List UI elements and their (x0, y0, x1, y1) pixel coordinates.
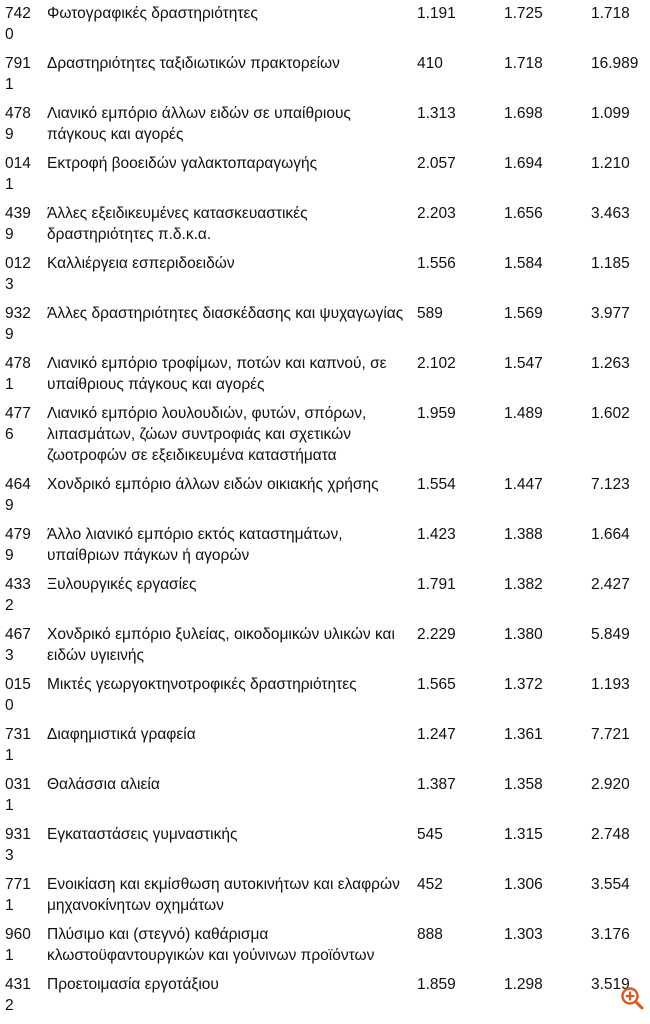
value-col-3: 1.210 (591, 155, 630, 172)
activity-code-part: 9 (5, 547, 14, 564)
value-col-2: 1.547 (504, 355, 543, 372)
value-col-3: 3.519 (591, 976, 630, 993)
activity-code-part: 478 (5, 105, 31, 122)
table-row (0, 153, 650, 203)
value-col-2: 1.382 (504, 576, 543, 593)
activity-code (0, 253, 47, 295)
activity-code-part: 464 (5, 476, 31, 493)
zoom-in-icon (619, 985, 645, 1011)
value-col-3: 2.920 (591, 776, 630, 793)
activity-code (0, 824, 47, 866)
activity-code (0, 524, 47, 566)
table-row (0, 203, 650, 253)
activity-code-part: 9 (5, 126, 14, 143)
activity-code (0, 303, 47, 345)
activity-code-part: 932 (5, 305, 31, 322)
value-col-2: 1.698 (504, 105, 543, 122)
activity-code-part: 1 (5, 947, 14, 964)
activity-description: Άλλο λιανικό εμπόριο εκτός καταστημάτων, υπαίθριων πάγκων ή αγορών (47, 526, 343, 564)
table-row (0, 253, 650, 303)
value-col-3: 7.721 (591, 726, 630, 743)
table-row (0, 574, 650, 624)
activity-code (0, 353, 47, 395)
value-col-3: 3.554 (591, 876, 630, 893)
value-col-3: 3.463 (591, 205, 630, 222)
table-row (0, 974, 650, 1024)
table-row (0, 403, 650, 474)
value-col-3: 1.099 (591, 105, 630, 122)
activity-code (0, 924, 47, 966)
value-col-2: 1.315 (504, 826, 543, 843)
activity-description: Φωτογραφικές δραστηριότητες (47, 5, 258, 22)
value-col-2: 1.388 (504, 526, 543, 543)
value-col-2: 1.358 (504, 776, 543, 793)
activity-code-part: 1 (5, 76, 14, 93)
value-col-1: 1.247 (417, 726, 456, 743)
table-row (0, 303, 650, 353)
value-col-3: 1.193 (591, 676, 630, 693)
activity-code-part: 0 (5, 26, 14, 43)
table-row (0, 524, 650, 574)
activity-code (0, 724, 47, 766)
activity-description: Χονδρικό εμπόριο ξυλείας, οικοδομικών υλικών και ειδών υγιεινής (47, 626, 395, 664)
activity-description: Χονδρικό εμπόριο άλλων ειδών οικιακής χρήσης (47, 476, 379, 493)
activity-description: Καλλιέργεια εσπεριδοειδών (47, 255, 235, 272)
activity-code (0, 474, 47, 516)
zoom-in-button[interactable] (619, 985, 645, 1011)
activity-code-part: 1 (5, 176, 14, 193)
activity-description: Εγκαταστάσεις γυμναστικής (47, 826, 238, 843)
value-col-3: 1.718 (591, 5, 630, 22)
activity-code-part: 2 (5, 997, 14, 1014)
value-col-1: 2.229 (417, 626, 456, 643)
activity-description: Εκτροφή βοοειδών γαλακτοπαραγωγής (47, 155, 318, 172)
activity-code (0, 403, 47, 445)
table-row (0, 924, 650, 974)
value-col-3: 1.602 (591, 405, 630, 422)
value-col-2: 1.718 (504, 55, 543, 72)
activity-code-part: 1 (5, 376, 14, 393)
value-col-1: 1.565 (417, 676, 456, 693)
activity-description: Λιανικό εμπόριο τροφίμων, ποτών και καπνού, σε υπαίθριους πάγκους και αγορές (47, 355, 387, 393)
activity-code-part: 015 (5, 676, 31, 693)
value-col-2: 1.380 (504, 626, 543, 643)
activity-code-part: 014 (5, 155, 31, 172)
table-row (0, 103, 650, 153)
activity-code-part: 3 (5, 276, 14, 293)
activity-code-part: 478 (5, 355, 31, 372)
value-col-2: 1.694 (504, 155, 543, 172)
value-col-1: 1.423 (417, 526, 456, 543)
value-col-2: 1.303 (504, 926, 543, 943)
activity-code-part: 9 (5, 326, 14, 343)
activity-code-part: 6 (5, 426, 14, 443)
activity-code-part: 467 (5, 626, 31, 643)
activity-code-part: 439 (5, 205, 31, 222)
activity-code-part: 9 (5, 226, 14, 243)
value-col-3: 3.977 (591, 305, 630, 322)
value-col-3: 3.176 (591, 926, 630, 943)
value-col-1: 452 (417, 876, 443, 893)
value-col-1: 545 (417, 826, 443, 843)
value-col-1: 1.859 (417, 976, 456, 993)
table-row (0, 353, 650, 403)
activity-description: Άλλες εξειδικευμένες κατασκευαστικές δραστηριότητες π.δ.κ.α. (47, 205, 308, 243)
activity-code-part: 012 (5, 255, 31, 272)
value-col-3: 1.185 (591, 255, 630, 272)
activity-code (0, 103, 47, 145)
activity-description: Μικτές γεωργοκτηνοτροφικές δραστηριότητες (47, 676, 357, 693)
activity-code-part: 477 (5, 405, 31, 422)
activity-code-part: 9 (5, 497, 14, 514)
value-col-3: 1.263 (591, 355, 630, 372)
activity-code-part: 1 (5, 797, 14, 814)
activity-code-part: 031 (5, 776, 31, 793)
activity-code-part: 3 (5, 847, 14, 864)
value-col-2: 1.361 (504, 726, 543, 743)
value-col-2: 1.298 (504, 976, 543, 993)
value-col-1: 1.556 (417, 255, 456, 272)
value-col-3: 1.664 (591, 526, 630, 543)
value-col-1: 410 (417, 55, 443, 72)
activity-table (0, 3, 650, 1024)
value-col-2: 1.584 (504, 255, 543, 272)
value-col-1: 1.959 (417, 405, 456, 422)
activity-code (0, 674, 47, 716)
value-col-2: 1.306 (504, 876, 543, 893)
table-row (0, 53, 650, 103)
activity-description: Θαλάσσια αλιεία (47, 776, 160, 793)
value-col-1: 1.191 (417, 5, 456, 22)
table-row (0, 724, 650, 774)
activity-code (0, 53, 47, 95)
value-col-3: 7.123 (591, 476, 630, 493)
table-row (0, 674, 650, 724)
value-col-1: 1.387 (417, 776, 456, 793)
activity-description: Ξυλουργικές εργασίες (47, 576, 197, 593)
activity-code (0, 974, 47, 1016)
value-col-2: 1.725 (504, 5, 543, 22)
activity-code-part: 479 (5, 526, 31, 543)
activity-description: Δραστηριότητες ταξιδιωτικών πρακτορείων (47, 55, 340, 72)
activity-description: Διαφημιστικά γραφεία (47, 726, 196, 743)
table-row (0, 624, 650, 674)
activity-code (0, 3, 47, 45)
value-col-2: 1.372 (504, 676, 543, 693)
value-col-3: 16.989 (591, 55, 639, 72)
activity-description: Προετοιμασία εργοτάξιου (47, 976, 219, 993)
value-col-2: 1.489 (504, 405, 543, 422)
activity-code-part: 931 (5, 826, 31, 843)
activity-code-part: 0 (5, 697, 14, 714)
activity-code-part: 742 (5, 5, 31, 22)
activity-code-part: 3 (5, 647, 14, 664)
activity-code (0, 203, 47, 245)
table-row (0, 774, 650, 824)
activity-code (0, 153, 47, 195)
table-row (0, 3, 650, 53)
value-col-1: 589 (417, 305, 443, 322)
activity-code-part: 960 (5, 926, 31, 943)
activity-code-part: 731 (5, 726, 31, 743)
activity-code (0, 874, 47, 916)
activity-code-part: 1 (5, 747, 14, 764)
value-col-1: 1.554 (417, 476, 456, 493)
table-row (0, 874, 650, 924)
activity-code-part: 431 (5, 976, 31, 993)
activity-description: Άλλες δραστηριότητες διασκέδασης και ψυχαγωγίας (47, 305, 404, 322)
activity-description: Λιανικό εμπόριο άλλων ειδών σε υπαίθριους πάγκους και αγορές (47, 105, 351, 143)
activity-description: Λιανικό εμπόριο λουλουδιών, φυτών, σπόρων, λιπασμάτων, ζώων συντροφιάς και σχετικών ζωοτροφών σε εξειδικευμένα καταστήματα (47, 405, 367, 464)
value-col-1: 1.313 (417, 105, 456, 122)
value-col-1: 888 (417, 926, 443, 943)
activity-code (0, 624, 47, 666)
value-col-2: 1.447 (504, 476, 543, 493)
value-col-3: 2.427 (591, 576, 630, 593)
activity-code (0, 774, 47, 816)
table-row (0, 824, 650, 874)
activity-code-part: 1 (5, 897, 14, 914)
activity-code-part: 433 (5, 576, 31, 593)
value-col-1: 2.203 (417, 205, 456, 222)
value-col-3: 5.849 (591, 626, 630, 643)
value-col-1: 2.057 (417, 155, 456, 172)
activity-description: Πλύσιμο και (στεγνό) καθάρισμα κλωστοϋφαντουργικών και γούνινων προϊόντων (47, 926, 375, 964)
table-row (0, 474, 650, 524)
activity-code-part: 791 (5, 55, 31, 72)
activity-code-part: 771 (5, 876, 31, 893)
activity-code-part: 2 (5, 597, 14, 614)
value-col-2: 1.656 (504, 205, 543, 222)
value-col-1: 1.791 (417, 576, 456, 593)
value-col-2: 1.569 (504, 305, 543, 322)
value-col-1: 2.102 (417, 355, 456, 372)
activity-description: Ενοικίαση και εκμίσθωση αυτοκινήτων και ελαφρών μηχανοκίνητων οχημάτων (47, 876, 400, 914)
activity-code (0, 574, 47, 616)
value-col-3: 2.748 (591, 826, 630, 843)
